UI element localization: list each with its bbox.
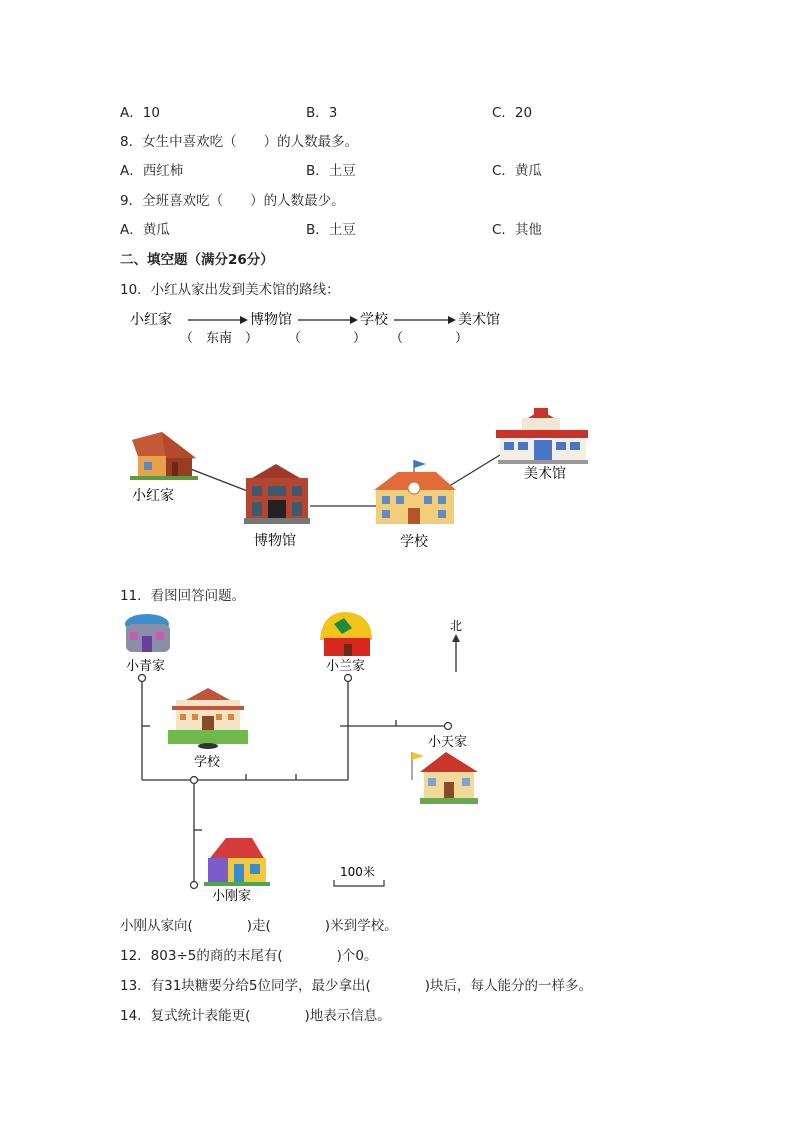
q9-option-c: C．其他 (492, 222, 542, 238)
xiaohong-house-icon (130, 432, 198, 480)
route-blank-2: （ ） (288, 331, 367, 346)
school-building-icon (168, 688, 248, 749)
q10-map (0, 400, 800, 560)
q7-option-a: A．10 (120, 105, 160, 121)
art-museum-building-icon (496, 408, 588, 464)
q9-option-b: B．土豆 (306, 222, 356, 238)
xiaoqing-house-icon (125, 614, 170, 652)
route-blank-3: （ ） (390, 331, 469, 346)
map-label-home: 小红家 (132, 488, 174, 504)
q10-stem: 10．小红从家出发到美术馆的路线： (120, 282, 340, 298)
scale-label: 100米 (340, 865, 375, 879)
q8-option-b: B．土豆 (306, 163, 356, 179)
q11-label-gang: 小刚家 (212, 889, 252, 904)
scale-bar (334, 880, 384, 886)
q8-stem: 8．女生中喜欢吃（ ）的人数最多。 (120, 134, 359, 150)
map-label-museum: 博物馆 (254, 533, 296, 549)
xiaolan-house-icon (320, 612, 372, 656)
q11-label-tian: 小天家 (428, 735, 468, 750)
route-start: 小红家 (130, 312, 172, 328)
q11-label-qing: 小青家 (126, 659, 166, 674)
q8-option-a: A．西红柿 (120, 163, 184, 179)
q10-route-diagram (0, 300, 800, 360)
q9-option-a: A．黄瓜 (120, 222, 170, 238)
xiaogang-house-icon (204, 838, 270, 886)
route-end: 美术馆 (458, 312, 500, 328)
school-building-icon (374, 460, 456, 524)
q13-stem: 13．有31块糖要分给5位同学，最少拿出( )块后，每人能分的一样多。 (120, 978, 592, 994)
q12-stem: 12．803÷5的商的末尾有( )个0。 (120, 948, 378, 964)
map-label-school: 学校 (400, 534, 428, 550)
route-museum: 博物馆 (250, 312, 292, 328)
xiaotian-house-icon (412, 752, 478, 804)
q11-label-lan: 小兰家 (326, 659, 366, 674)
north-label: 北 (450, 619, 463, 633)
q7-option-b: B．3 (306, 105, 338, 121)
section-heading: 二、填空题（满分26分） (120, 252, 274, 268)
q11-map (0, 600, 800, 905)
q11-stem: 11．看图回答问题。 (120, 588, 246, 604)
route-blank-1: （ 东南 ） (180, 331, 259, 346)
museum-building-icon (244, 464, 310, 524)
route-school: 学校 (360, 312, 388, 328)
q8-option-c: C．黄瓜 (492, 163, 542, 179)
q11-label-school: 学校 (194, 755, 221, 770)
map-label-art-museum: 美术馆 (524, 466, 566, 482)
q11-question: 小刚从家向( )走( )米到学校。 (120, 918, 398, 934)
q7-option-c: C．20 (492, 105, 533, 121)
q14-stem: 14．复式统计表能更( )地表示信息。 (120, 1008, 391, 1024)
q9-stem: 9．全班喜欢吃（ ）的人数最少。 (120, 193, 345, 209)
